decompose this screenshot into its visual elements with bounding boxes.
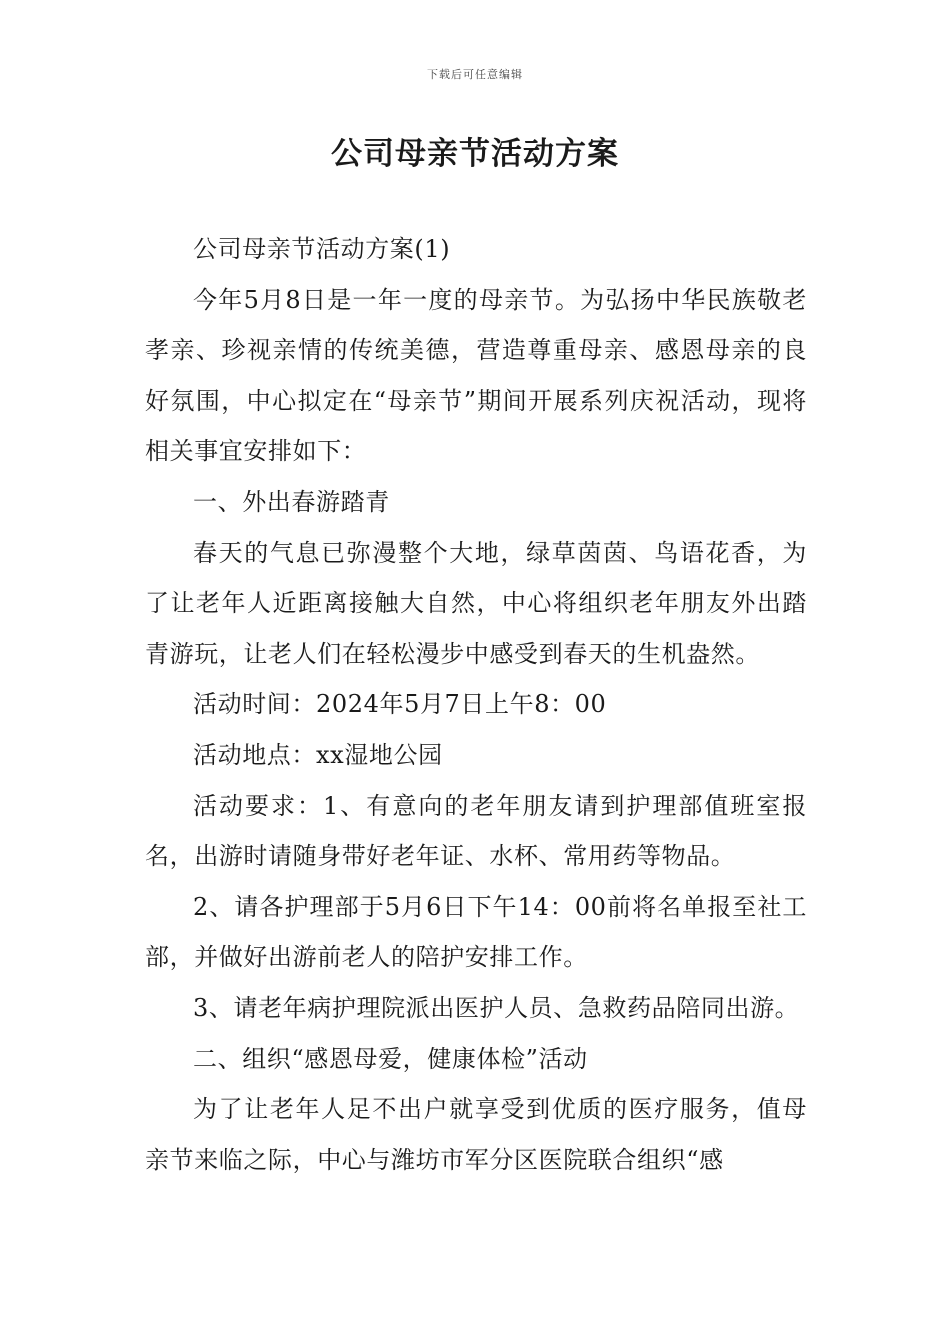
section-heading-2: 二、组织“感恩母爱，健康体检”活动: [193, 1044, 588, 1073]
paragraph-activity-requirements: 活动要求：1、有意向的老年朋友请到护理部值班室报名，出游时请随身带好老年证、水杯、常用药等物品。: [145, 791, 807, 871]
paragraph-intro: 今年5月8日是一年一度的母亲节。为弘扬中华民族敬老孝亲、珍视亲情的传统美德，营造尊重母亲、感恩母亲的良好氛围，中心拟定在“母亲节”期间开展系列庆祝活动，现将相关事宜安排如下：: [145, 285, 807, 466]
header-note: 下载后可任意编辑: [427, 68, 523, 81]
paragraph-requirement-3: 3、请老年病护理院派出医护人员、急救药品陪同出游。: [193, 993, 800, 1022]
section-heading-1: 一、外出春游踏青: [193, 487, 390, 516]
paragraph-health-checkup: 为了让老年人足不出户就享受到优质的医疗服务，值母亲节来临之际，中心与潍坊市军分区医院联合组织“感: [145, 1095, 807, 1174]
paragraph-activity-location: 活动地点：xx湿地公园: [193, 740, 443, 769]
paragraph-spring-outing: 春天的气息已弥漫整个大地，绿草茵茵、鸟语花香，为了让老年人近距离接触大自然，中心将组织老年朋友外出踏青游玩，让老人们在轻松漫步中感受到春天的生机盎然。: [145, 538, 807, 668]
paragraph-activity-time: 活动时间：2024年5月7日上午8：00: [193, 690, 607, 719]
paragraph-requirement-2: 2、请各护理部于5月6日下午14：00前将名单报至社工部，并做好出游前老人的陪护安排工作。: [145, 892, 807, 972]
document-title: 公司母亲节活动方案: [331, 136, 619, 172]
document-body: [145, 224, 807, 1185]
paragraph-subtitle: 公司母亲节活动方案(1): [193, 235, 451, 263]
